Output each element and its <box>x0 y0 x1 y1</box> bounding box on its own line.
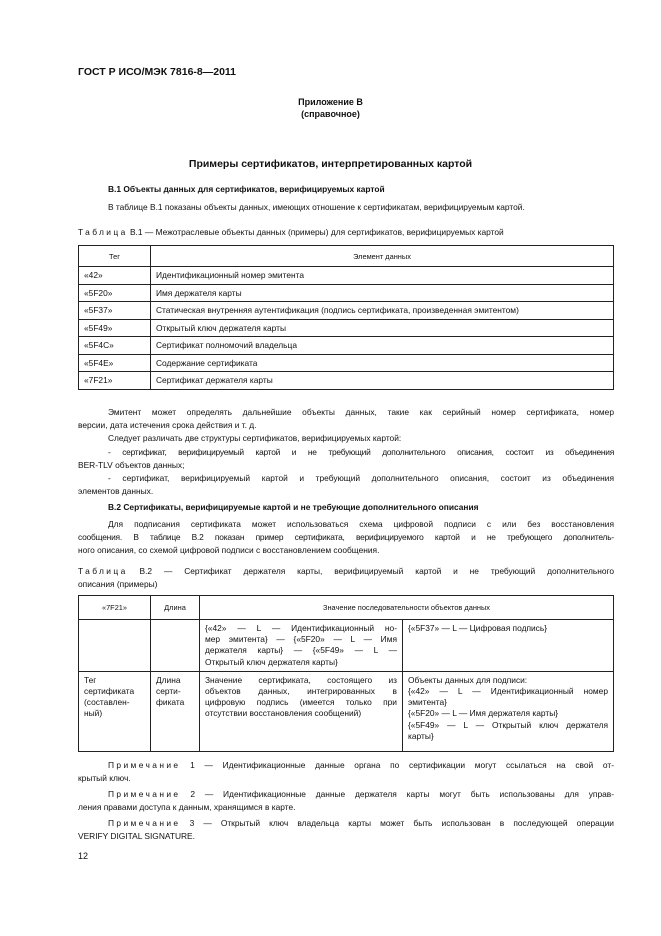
note-3 <box>108 817 614 829</box>
table2-cell <box>79 620 151 672</box>
cell-line: карты} <box>408 730 434 741</box>
table-row <box>79 620 614 672</box>
list-item: BER-TLV объектов данных; <box>78 460 185 470</box>
table2-header-row <box>79 596 614 620</box>
cell-line: фиката <box>156 697 185 708</box>
table2-cell <box>200 671 403 751</box>
section-b1-intro: В таблице В.1 показаны объекты данных, имеющих отношение к сертификатам, верифицируемым картой. <box>108 202 525 212</box>
note-label: Примечание <box>108 789 181 799</box>
cell-line: ный) <box>84 708 103 719</box>
table1-element: Идентификационный номер эмитента <box>151 267 614 285</box>
paragraph-text: ного описания, со схемой цифровой подписи с восстановлением сообщения. <box>78 545 380 555</box>
table1-element: Имя держателя карты <box>151 284 614 302</box>
table2-caption-line2: описания (примеры) <box>78 579 158 589</box>
table2-cell <box>200 620 403 672</box>
cell-line: Значение сертификата, состоящего из <box>205 674 397 685</box>
section-b2-heading: В.2 Сертификаты, верифицируемые картой и не требующие дополнительного описания <box>108 502 479 512</box>
table2-caption-line1: В.2 — Сертификат держателя карты, верифицируемый картой и не требующий дополнительного <box>139 566 615 576</box>
note-text: 1 — Идентификационные данные органа по сертификации могут ссылаться на свой от- <box>180 760 614 770</box>
table1-tag: «42» <box>79 267 151 285</box>
table1-tag: «5F20» <box>79 284 151 302</box>
cell-line: Тег <box>84 674 97 685</box>
table-row <box>79 267 614 285</box>
table1-tag: «5F37» <box>79 302 151 320</box>
appendix-kind: (справочное) <box>301 109 360 119</box>
table2-cell <box>79 671 151 751</box>
table1-tag: «5F4C» <box>79 337 151 355</box>
cell-line: держателя карты} — {«5F49» — L — <box>205 645 397 656</box>
table1 <box>78 245 614 390</box>
appendix-title: Примеры сертификатов, интерпретированных картой <box>188 158 473 170</box>
note-1-continuation: крытый ключ. <box>78 773 131 783</box>
cell-line: Длина <box>156 674 181 685</box>
cell-line: Объекты данных для подписи: <box>408 674 528 685</box>
table2-header-length: Длина <box>151 596 200 620</box>
table2-cell <box>151 620 200 672</box>
table2-header-value: Значение последовательности объектов данных <box>200 596 614 620</box>
note-2 <box>108 788 614 800</box>
table2-cell <box>403 671 614 751</box>
cell-line: цифровую подпись (имеется только при <box>205 697 397 708</box>
note-2-continuation: ления правами доступа к данным, хранящимся в карте. <box>78 802 296 812</box>
table1-caption <box>78 227 504 237</box>
table2 <box>78 595 614 752</box>
table1-header-element: Элемент данных <box>151 246 614 267</box>
cell-line: (составлен- <box>84 697 130 708</box>
table-row <box>79 671 614 751</box>
note-label: Примечание <box>108 818 181 828</box>
table2-header-tag: «7F21» <box>79 596 151 620</box>
cell-line: Открытый ключ держателя карты} <box>205 656 338 667</box>
document-header: ГОСТ Р ИСО/МЭК 7816-8—2011 <box>78 66 237 78</box>
table1-element: Сертификат полномочий владельца <box>151 337 614 355</box>
table1-tag: «5F4E» <box>79 354 151 372</box>
paragraph-text: сообщения. В таблице В.2 показан пример сертификата, верифицируемого картой и не требующего дополнитель- <box>78 532 614 542</box>
note-text: 3 — Открытый ключ владельца карты может быть использован в последующей операции <box>180 818 614 828</box>
table1-caption-label: Таблица <box>78 227 128 237</box>
list-item: элементов данных. <box>78 486 154 496</box>
cell-line: {«42» — L — Идентификационный номер <box>408 686 608 697</box>
table-row <box>79 302 614 320</box>
table-row <box>79 319 614 337</box>
list-item: - сертификат, верифицируемый картой и требующий дополнительного описания, состоит из объединения <box>108 473 614 483</box>
cell-line: {«5F49» — L — Открытый ключ держателя <box>408 719 608 730</box>
paragraph-text: Для подписания сертификата может использоваться схема цифровой подписи с или без восстановления <box>108 519 614 529</box>
table1-caption-text: В.1 — Межотраслевые объекты данных (примеры) для сертификатов, верифицируемых картой <box>129 227 504 237</box>
table-row <box>79 284 614 302</box>
table1-header-row <box>79 246 614 267</box>
cell-line: {«42» — L — Идентификационный но- <box>205 623 397 633</box>
note-1 <box>108 759 614 771</box>
note-3-continuation: VERIFY DIGITAL SIGNATURE. <box>78 831 195 841</box>
cell-line: серти- <box>156 686 181 697</box>
section-b1-heading: В.1 Объекты данных для сертификатов, верифицируемых картой <box>108 184 385 194</box>
table1-header-tag: Тег <box>79 246 151 267</box>
table-row <box>79 354 614 372</box>
cell-line: эмитента} <box>408 697 447 708</box>
table-row <box>79 337 614 355</box>
table1-element: Статическая внутренняя аутентификация (подпись сертификата, произведенная эмитентом) <box>151 302 614 320</box>
appendix-label: Приложение В <box>298 97 363 107</box>
table1-tag: «7F21» <box>79 372 151 390</box>
table2-cell: {«5F37» — L — Цифровая подпись} <box>403 620 614 672</box>
table1-tag: «5F49» <box>79 319 151 337</box>
note-label: Примечание <box>108 760 181 770</box>
paragraph-text: версии, дата истечения срока действия и т. д. <box>78 420 257 430</box>
table-row <box>79 372 614 390</box>
table2-caption <box>78 565 614 577</box>
paragraph-text: Эмитент может определять дальнейшие объекты данных, такие как серийный номер сертификата, номер <box>108 407 614 417</box>
cell-line: мер эмитента} — {«5F20» — L — Имя <box>205 634 397 645</box>
cell-line: {«5F20» — L — Имя держателя карты} <box>408 708 559 719</box>
table2-caption-label: Таблица <box>78 566 128 576</box>
table2-cell <box>151 671 200 751</box>
table1-element: Открытый ключ держателя карты <box>151 319 614 337</box>
cell-line: отсутствии восстановления сообщений) <box>205 708 362 719</box>
table1-element: Сертификат держателя карты <box>151 372 614 390</box>
list-item: - сертификат, верифицируемый картой и не требующий дополнительного описания, состоит из объединения <box>108 447 614 457</box>
cell-line: сертификата <box>84 686 135 697</box>
page-number: 12 <box>78 851 89 861</box>
note-text: 2 — Идентификационные данные держателя карты могут быть использованы для управ- <box>180 789 614 799</box>
table1-element: Содержание сертификата <box>151 354 614 372</box>
cell-line: объектов данных, интегрированных в <box>205 686 397 697</box>
paragraph-text: Следует различать две структуры сертификатов, верифицируемых картой: <box>108 433 402 443</box>
